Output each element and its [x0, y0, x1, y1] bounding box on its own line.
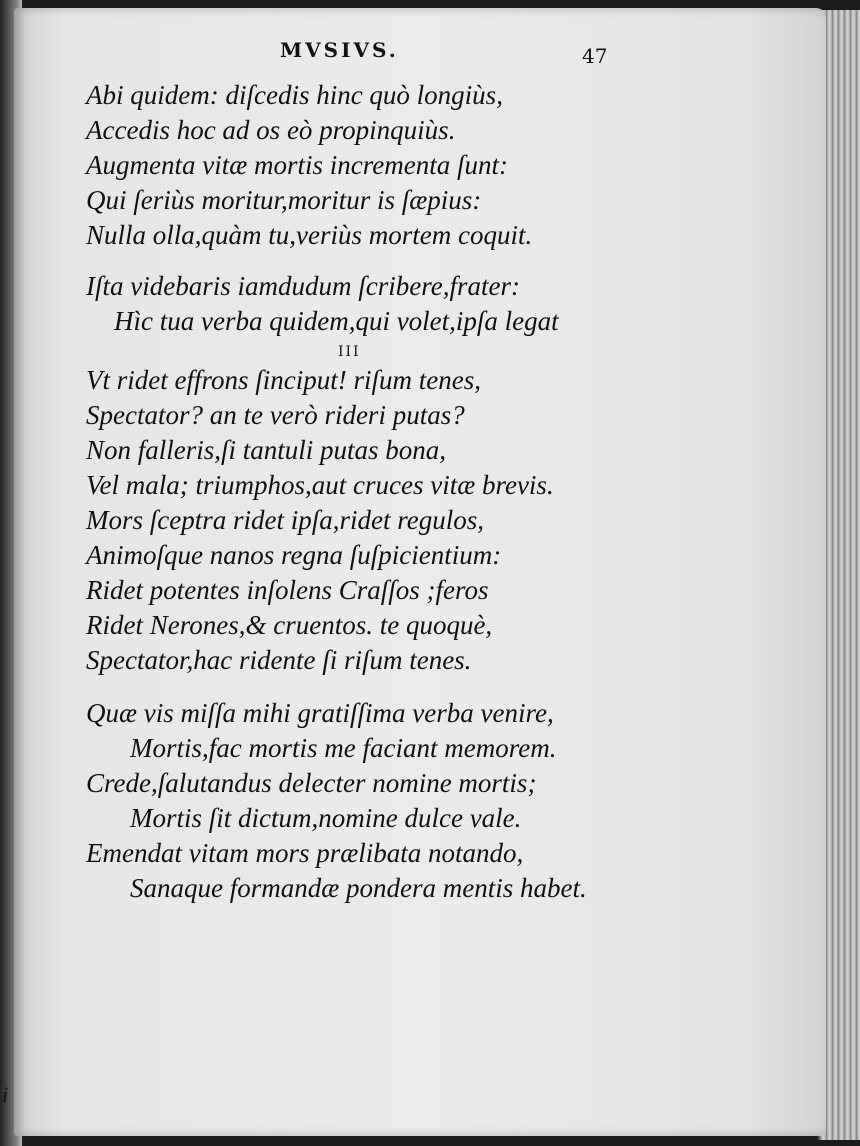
- margin-mark: i: [2, 1082, 9, 1107]
- couplet-line: Quæ vis miſſa mihi gratiſſima verba venire,: [86, 698, 554, 728]
- couplet-line: Emendat vitam mors prælibata notando,: [86, 838, 524, 868]
- section-line: Vel mala; triumphos,aut cruces vitæ brevis.: [86, 470, 554, 500]
- section-line: Animoſque nanos regna ſuſpicientium:: [86, 540, 502, 570]
- poem-line: Nulla olla,quàm tu,veriùs mortem coquit.: [86, 220, 533, 250]
- poem-line: Augmenta vitæ mortis incrementa ſunt:: [86, 150, 508, 180]
- couplets: [86, 696, 686, 906]
- running-head: MVSIVS.: [280, 38, 399, 62]
- page-text: [86, 78, 686, 906]
- poem-line: Abi quidem: diſcedis hinc quò longiùs,: [86, 80, 503, 110]
- epigram-line: Iſta videbaris iamdudum ſcribere,frater:: [86, 271, 520, 301]
- section-numeral: III: [338, 344, 361, 360]
- couplet-line: Crede,ſalutandus delecter nomine mortis;: [86, 768, 537, 798]
- couplet-line: Sanaque formandæ pondera mentis habet.: [130, 873, 587, 903]
- couplet-line: Mortis ſit dictum,nomine dulce vale.: [130, 803, 522, 833]
- couplet-line: Mortis,fac mortis me faciant memorem.: [130, 733, 557, 763]
- poem-line: Accedis hoc ad os eò propinquiùs.: [86, 115, 456, 145]
- stanza-gap: [86, 678, 686, 696]
- poem-stanza: [86, 78, 686, 253]
- stanza-gap: [86, 253, 686, 269]
- poem-line: Qui ſeriùs moritur,moritur is ſæpius:: [86, 185, 482, 215]
- section-line: Vt ridet effrons ſinciput! riſum tenes,: [86, 365, 481, 395]
- section-three: [86, 363, 686, 678]
- book-page: [14, 8, 826, 1136]
- epigram: [86, 269, 686, 339]
- section-line: Non falleris,ſi tantuli putas bona,: [86, 435, 447, 465]
- section-line: Spectator,hac ridente ſi riſum tenes.: [86, 645, 472, 675]
- section-line: Mors ſceptra ridet ipſa,ridet regulos,: [86, 505, 484, 535]
- page-number: 47: [582, 44, 608, 68]
- section-line: Spectator? an te verò rideri putas?: [86, 400, 465, 430]
- section-line: Ridet Nerones,& cruentos. te quoquè,: [86, 610, 493, 640]
- epigram-line: Hìc tua verba quidem,qui volet,ipſa legat: [114, 306, 559, 336]
- section-line: Ridet potentes inſolens Craſſos ;feros: [86, 575, 489, 605]
